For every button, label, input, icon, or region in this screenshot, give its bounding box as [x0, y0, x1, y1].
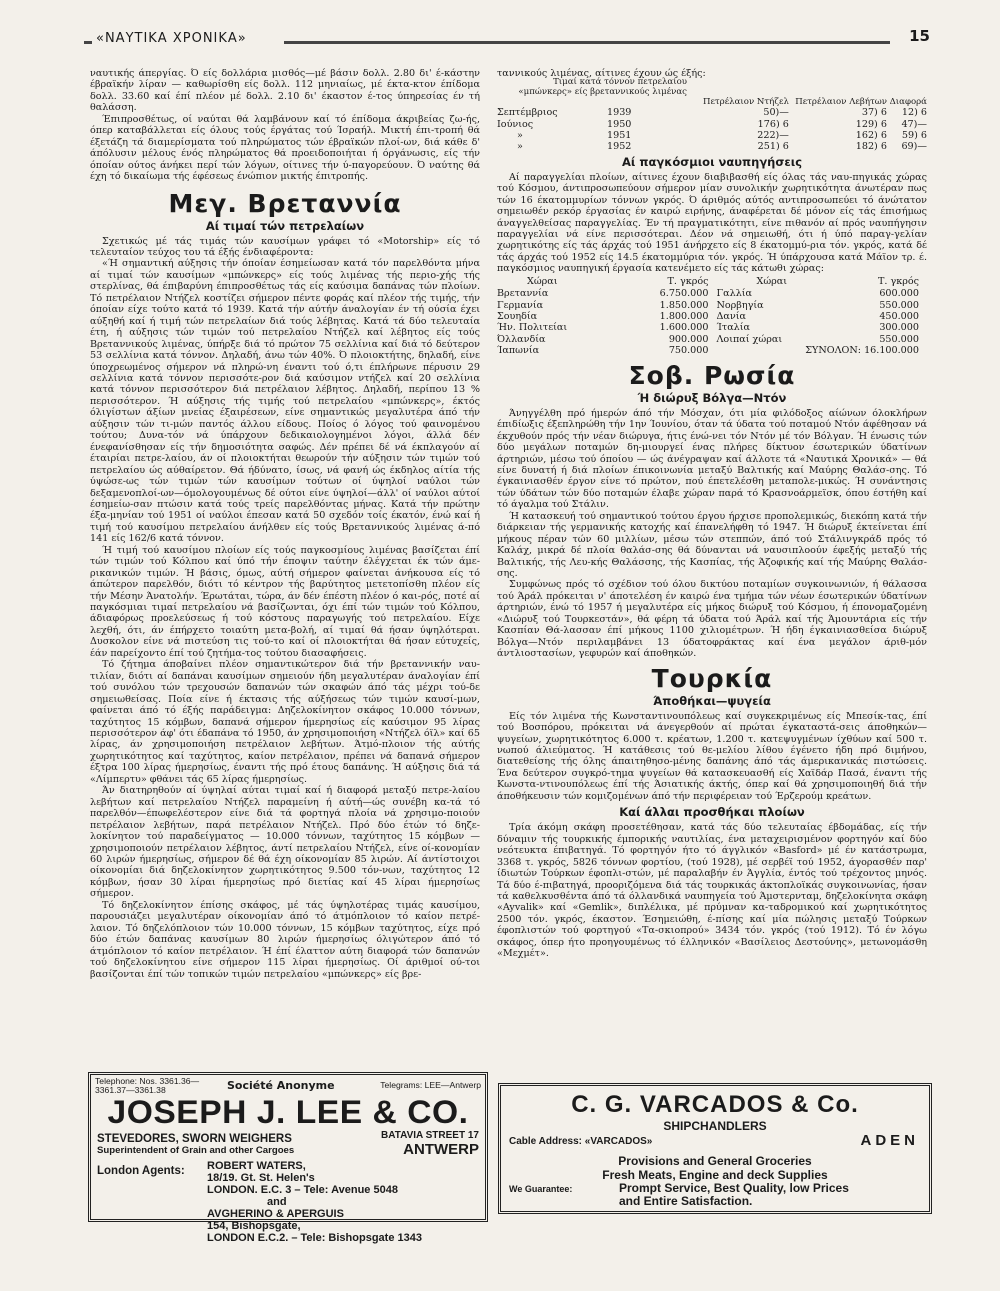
table-cell: 162) 6 [855, 129, 887, 141]
advert-guarantee-line: Prompt Service, Best Quality, low Prices [619, 1181, 849, 1195]
table-cell: 222)— [757, 129, 789, 141]
table-cell: 50)— [763, 107, 789, 119]
table-cell: 69)— [901, 141, 927, 153]
table-row [497, 322, 927, 333]
advert-agent-line: 18/19. Gt. St. Helen's [207, 1172, 315, 1184]
table-row [497, 119, 927, 130]
table-cell: » [517, 129, 523, 141]
advert-company-name: C. G. VARCADOS & Co. [571, 1091, 859, 1118]
table-cell: Λοιπαί χώραι [716, 333, 783, 345]
article-paragraph: Άν διατηρηθούν αί ύψηλαί αύται τιμαί καί ή διαφορά μεταξύ πετρε-λαίου λεβήτων καί πετρελαίου Ντήζελ παραμείνη ή αύτή—ώς συνέβη κα-τά τό παρελθόν—έπωφελέστερον είνε διά τά φορτηγά πλοία νά χρησιμο-ποιούν πετρέλαιον λεβήτων, παρά πετρέλαιον Ντήζελ. Πρό δύο έτών τό δηζε-λοκίνητον τού παραδείγματος — 10.000 τόννων, ταχύτητος 15 κόμβων —χρησιμοποιούν πετρέλαιον λέβητος, άντί πετρελαίου Ντήζελ, είνε οί-κονομίαν 60 λιρών ήμερησίως, σήμερον δέ θά έχη οίκονομίαν 85 λιρών. Αί άντίστοιχοι οίκονομίαι διά δηζελοκίνητον χωρητικότητος 9.500 τόν-νων, ταχύτητος 12 κόμβων, ήσαν 30 λίραι ήμερησίως πρό διετίας καί 45 λίραι ήμερησίως σήμερον. [90, 785, 480, 900]
column-header: Πετρέλαιον Λεβήτων [795, 96, 887, 107]
advert-agent-line: LONDON E.C.2. – Tele: Bishopsgate 1343 [207, 1232, 422, 1244]
section-heading: Μεγ. Βρεταννία [168, 188, 402, 218]
article-paragraph: Ή κατασκευή τού σημαντικού τούτου έργου ήρχισε προπολεμικώς, διεκόπη κατά τήν διάρκειαν τής γερμανικής κατοχής καί έπανελήφθη τό 1947. Ή διώρυξ έκτείνεται έπί μήκους πέραν τών 60 μιλλίων, μέσω τών στεππών, άπό τού Στάλινγκράδ πρός τό Καλάχ, μικρά δέ πλοία θαλάσ-σης θά δύνανται νά ναυσιπλοούν έφεξής μεταξύ τής Βαλτικής, τής Λευ-κής Θαλάσσης, τής Κασπίας, τής Άζοφικής καί τής Μαύρης Θαλάσ-σης. [497, 510, 927, 580]
table-cell: 129) 6 [855, 118, 887, 130]
article-paragraph: Τρία άκόμη σκάφη προσετέθησαν, κατά τάς δύο τελευταίας έβδομάδας, είς τήν δύναμιν τής τουρκικής έμπορικής ναυτιλίας, ένα μεταχειρισμένον φορτηγόν καί δύο νεότευκτα έπιβατηγά. Τό φορτηγόν ήτο τό άγγλικόν «Basford» μέ έν κατάστρωμα, 3368 τ. γκρός, 5826 τόννων φορτίου, (τού 1928), μέ σερβέϊ τού 1952, άγορασθέν παρ' ίδιωτών Τούρκων έφοπλι-στών, μέ παραλαβήν έν Άγγλία, έντός τού τρέχοντος μηνός. Τά δύο έ-πιβατηγά, προοριζόμενα διά τάς τουρκικάς άκτοπλοϊκάς συγκοινωνίας, ήσαν τά καθελκυσθέντα άπό τά όλλανδικά ναυπηγεία τού Άμστερνταμ, δηζελοκίνητα σκάφη «Ayvalik» καί «Gemlik», διπλέλικα, μέ πρύμναν κα-ταδρομικού καί χωρητικότητος 2500 τόν. γκρός, έκαστον. Έσημειώθη, έ-πίσης καί μία πώλησις μεταξύ Τούρκων έφοπλιστών τού φορτηγού «Τα-σκιοπρού» 3434 τόν. γκρός (τού 1912). Τό έν λόγω σκάφος, όπερ ήτο προηγουμένως τό έλληνικόν «Βασίλειος Δεστούνης», μετωνομάσθη «Μεχμέτ». [497, 822, 927, 960]
advert-guarantee-label: We Guarantee: [509, 1184, 573, 1194]
column-header: Τ. γκρός [667, 275, 709, 287]
table-cell: 1.800.000 [659, 311, 709, 323]
table-cell: Νορβηγία [716, 299, 764, 311]
right-column [497, 68, 927, 960]
column-header: Πετρέλαιον Ντήζελ [702, 96, 789, 107]
advert-guarantee [619, 1182, 849, 1208]
table-cell: Δανία [716, 311, 746, 323]
advert-agents-label: London Agents: [97, 1165, 185, 1177]
article-paragraph: Συμφώνως πρός τό σχέδιον τού όλου δικτύου ποταμίων συγκοινωνιών, ή θάλασσα τού Άράλ πρόκειται ν' άποτελέση έν καιρώ ένα τμήμα τών νέων έσωτερικών ύδατίνων άρτηριών, ένώ τό 1957 ή μεγαλυτέρα είς μήκος διώρυξ τού Κόσμου, ή έπονομαζομένη «Διώρυξ τού Τουρκεστάν», θά φέρη τά ύδατα τού Άράλ καί τής Άμουντάρια είς τήν Κασπίαν Θά-λασσαν έπί μήκους 1100 χιλιομέτρων. Ή ήδη έγκαινιασθείσα διώρυξ Βόλγα—Ντόν περιλαμβάνει 13 ύδατοφράκτας καί ένα μεγάλον άριθ-μόν άντλιοστασίων, γεφυρών καί άποθηκών. [497, 579, 927, 660]
header-rule-left [84, 41, 92, 44]
advert-varcados [498, 1083, 932, 1214]
table-cell: Σουηδία [497, 311, 538, 323]
table-row [497, 345, 927, 356]
advert-agent-line: ROBERT WATERS, [207, 1160, 306, 1172]
shipbuilding-table [497, 275, 927, 357]
table-cell: 900.000 [668, 333, 709, 345]
section-heading: Σοβ. Ρωσία [628, 360, 796, 390]
article-paragraph: Ή τιμή τού καυσίμου πλοίων είς τούς παγκοσμίους λιμένας βασίζεται έπί τών τιμών τού Κόλπου καί ύπό τήν έποψιν ταύτην έλέγχεται έκ τών άμε-ρικανικών τιμών. Ή βάσις, όμως, αύτή σήμερον φαίνεται άνήκουσα είς τό άπώτερον παρελθόν, διότι τό κέντρον τής βαρύτητος μετετοπίσθη πλέον είς τήν Μέσην Άνατολήν. Έρωτάται, τώρα, άν δέν έπέστη πλέον ό και-ρός, ποτέ αί παγκόσμιαι τιμαί πετρελαίου νά βασίζωνται, όχι έπί τών τιμών τού Κόλπου, άδιαφόρως προελεύσεως ή τού κόστους παραγωγής τού πετρελαίου. Είχε λεχθή, ότι, άν έπήρχετο τοιαύτη μετα-βολή, αί τιμαί θά ήσαν ύψηλότεραι. Δυσκολον είνε νά πιστεύση τις τού-το καί οί πλοιοκτήται θά ήσαν εύτυχείς, έάν παρείχοντο έπί τού ζητήμα-τος τούτου διασαφήσεις. [90, 544, 480, 659]
advert-agent-line: and [267, 1196, 287, 1208]
table-cell: Ιούνιος [497, 118, 534, 130]
advert-cable-address: Cable Address: «VARCADOS» [509, 1136, 653, 1147]
column-header: Χώραι [527, 275, 558, 287]
advert-telephone: Telephone: Nos. 3361.36—3361.37—3361.38 [95, 1076, 200, 1095]
table-row [497, 311, 927, 322]
column-header: Διαφορά [889, 96, 927, 107]
page-header [84, 27, 930, 54]
table-cell: 251) 6 [757, 141, 789, 153]
table-cell: 1.850.000 [659, 299, 709, 311]
advert-agent-line: AVGHERINO & APERGUIS [207, 1208, 344, 1220]
advert-agent-line: LONDON. E.C. 3 – Tele: Avenue 5048 [207, 1184, 398, 1196]
table-cell: Γερμανία [497, 299, 544, 311]
table-row [497, 288, 927, 299]
table-row [497, 300, 927, 311]
advert-services-2: Superintendent of Grain and other Cargoes [97, 1145, 295, 1156]
advert-business: SHIPCHANDLERS [663, 1119, 767, 1133]
table-cell: 550.000 [879, 333, 919, 345]
table-cell: 1939 [607, 107, 632, 119]
table-cell: 600.000 [879, 288, 919, 300]
table-cell: 12) 6 [901, 107, 927, 119]
table-cell: 750.000 [668, 345, 709, 357]
table-cell: Βρεταννία [497, 288, 549, 300]
table-cell: 1951 [607, 129, 632, 141]
table-cell: 6.750.000 [659, 288, 709, 300]
section-subheading: Άποθήκαι—ψυγεία [653, 693, 771, 708]
column-header: Χώραι [756, 275, 788, 287]
table-cell: 550.000 [879, 299, 919, 311]
advert-telegrams: Telegrams: LEE—Antwerp [380, 1080, 481, 1090]
table-row [497, 130, 927, 141]
table-header-row [497, 98, 927, 108]
advert-city: ANTWERP [403, 1141, 479, 1158]
advert-products [501, 1154, 929, 1182]
table-cell: Σεπτέμβριος [497, 107, 558, 119]
table-cell: 47)— [901, 118, 927, 130]
advert-street: BATAVIA STREET 17 [381, 1130, 479, 1141]
column-header: Τ. γκρός [877, 275, 919, 287]
table-total: ΣΥΝΟΛΟΝ: 16.100.000 [805, 345, 919, 357]
advert-product-line: Fresh Meats, Engine and deck Supplies [602, 1168, 828, 1182]
advert-services: STEVEDORES, SWORN WEIGHERS [97, 1133, 292, 1145]
table-cell: 176) 6 [757, 118, 789, 130]
advert-joseph-lee [88, 1072, 488, 1244]
price-table-title: Τιμαί κατά τόννον πετρελαίου «μπώνκερς» είς βρεταννικούς λιμένας [518, 77, 687, 98]
table-cell: Όλλανδία [497, 333, 546, 345]
article-paragraph: Σχετικώς μέ τάς τιμάς τών καυσίμων γράφει τό «Motorship» είς τό τελευταίον τεύχος του τά έξής ένδιαφέροντα: [90, 235, 480, 258]
table-cell: 59) 6 [901, 129, 927, 141]
article-paragraph: Αί παραγγελίαι πλοίων, αίτινες έχουν διαβιβασθή είς όλας τάς ναυ-πηγικάς χώρας τού Κόσμου, άντιπροσωπεύουν σήμερον μίαν συνολικήν χωρητικότητα άνωτέραν πως τών 16 έκατομμυρίων τόννων γκρός. Ό άριθμός αύτός αντιπροσωπεύει τό άνώτατον σημειωθέν ρεκόρ έργασίας έν καιρώ ειρήνης, άναφέρεται δέ μόνον είς τάς έπισήμως άναγγελθείσας παραγγελίας. Έν τή πραγματικότητι, είνε πιθανόν αί πρός ναυπήγησιν παραγγελίαι νά είνε περισσότεραι. Δέον νά σημειωθή, ότι ή ύπό παραγ-γελίαν χωρητικότης είς τάς άρχάς τού 1951 άνήρχετο είς 8 έκατομμύ-ρια τόν. γκρός, κατά δέ τάς άρχάς τού 1952 είς 14.5 έκατομμύρια τόν. γκρός. Ή ύπάρχουσα κατά Μάϊον τρ. έ. παγκόσμιος ναυπηγική έργασία κατενέμετο είς τάς κάτωθι χώρας: [497, 171, 927, 275]
table-cell: 1952 [607, 141, 632, 153]
table-cell: 1.600.000 [659, 322, 709, 334]
table-header-row [497, 275, 927, 288]
advert-agent-line: 154, Bishopsgate, [207, 1220, 301, 1232]
fuel-price-table [497, 98, 927, 153]
article-paragraph: Έπιπροσθέτως, οί ναύται θά λαμβάνουν καί τό έπίδομα άκριβείας ζω-ής, όπερ καταβάλλεται είς όλους τούς έργάτας τού Ίσραήλ. Μικτή έπι-τροπή θά έξετάζη τά διαμερίσματα τού πληρώματος τών έβραϊκών πλοί-ων, διά κάθε δ' άπόλυσιν μέλους ένός πληρώματος θά προειδοποιήται ή όργάνωσις, είς τήν όποίαν ούτος άνήκει περί τών λόγων, οίτινες τήν ύ-παγορεύουν. Ό ναύτης θά έχη τό δικαίωμα τής έφέσεως ένώπιον μικτής έπιτροπής. [90, 113, 480, 183]
table-cell: 300.000 [879, 322, 919, 334]
advert-company-type: Société Anonyme [227, 1079, 335, 1092]
advert-product-line: Provisions and General Groceries [618, 1154, 812, 1168]
section-heading: Τουρκία [651, 663, 773, 693]
section-subheading: Αί παγκόσμιοι ναυπηγήσεις [621, 154, 803, 169]
table-cell: Ίαπωνία [497, 345, 540, 357]
table-cell: 1950 [607, 118, 632, 130]
article-paragraph: Τό δηζελοκίνητον έπίσης σκάφος, μέ τάς ύψηλοτέρας τιμάς καυσίμου, παρουσιάζει μεγαλυτέραν οίκονομίαν άπό τό άτμόπλοιον τό καίον πετρέ-λαιον. Τό δηζελόπλοιον τών 10.000 τόννων, 15 κόμβων ταχύτητος, είχε πρό δύο έτών δαπάνας καυσίμων 80 λιρών ήμερησίως όλιγώτερον άπό τό άτμόπλοιον τό καίον πετρέλαιον. Ή έπί έλαττον αύτη διαφορά τών δαπανών τού δηζελοκίνητου είνε σήμερον 115 λίραι ήμερησίως. Οί άριθμοί ού-τοι βασίζονται έπί τών τοπικών τιμών πετρελαίου «μπώνκερς» είς βρε- [90, 899, 480, 980]
section-subheading: Αί τιμαί τών πετρελαίων [205, 218, 365, 233]
advert-agent-addresses [207, 1160, 422, 1244]
article-paragraph: Τό ζήτημα άποβαίνει πλέον σημαντικώτερον διά τήν βρεταννικήν ναυ-τιλίαν, διότι αί δαπάναι καυσίμων σημειούν ήδη μεγαλυτέραν άναλογίαν έπί τού συνόλου τών τρεχουσών δαπανών τών σκαφών άπό τάς μέχρι τού-δε σημειωθείσας. Ποία είνε ή έκτασις τής αύξήσεως τών τιμών καυσί-μων, φαίνεται άπό τό έξής παράδειγμα: Δηζελοκίνητον σκάφος 10.000 τόννων, ταχύτητος 15 κόμβων, δαπανά σήμερον ήμερησίως είς καύσιμον 95 λίρας περισσότερον άφ' ότι έδαπάνα τό 1950, άν χρησιμοποιήση «Ντήζελ όϊλ» καί 65 λίρας, άν χρησιμοποιήση πετρέλαιον λεβήτων. Άτμό-πλοιον τής αύτής χωρητικότητος καί ταχύτητος, καίον πετρέλαιον, πρέπει νά δαπανά σήμερον έξτρα 100 λίρας ήμερησίως, έναντι τής πρό έτους δαπάνης. Ή αύξησις διά τά «Λίμπερτυ» φθάνει τάς 65 λίρας ήμερησίως. [90, 659, 480, 785]
article-paragraph: Άνηγγέλθη πρό ήμερών άπό τήν Μόσχαν, ότι μία φιλόδοξος αίώνων όλοκλήρων έπιδίωξις έξεπληρώθη τήν 1ην Ίουνίου, όταν τά ύδατα τού ποταμού Ντόν άφέθησαν νά έκχυθούν πρός τήν νέαν διώρυγα, ήτις ένώ-νει τόν Ντόν μέ τόν Βόλγαν. Ή ένωσις τών δύο μεγάλων ποταμών δη-μιουργεί ένας πλήρες δίκτυον έσωτερικών ύδατίνων άρτηριών, μέσω τού όποίου — ώς άνέγραψαν καί άλλοτε τά «Ναυτικά Χρονικά» — θά είνε δυνατή ή διά πλοίων έπικοινωνία μεταξύ Βαλτικής καί Μαύρης Θαλάσ-σης. Τό έγκαινιασθέν έργον είνε τό πρώτον, πού έπετελέσθη μεταπολε-μικώς. Ή συνάντησις τών ύδάτων τών δύο ποταμών έλαβε χώραν παρά τό Κρασνοάρμεϊσκ, όπου έστήθη καί τό άγαλμα τού Στάλιν. [497, 407, 927, 511]
table-cell: Ήν. Πολιτείαι [497, 322, 568, 334]
journal-title: «ΝΑΥΤΙΚΑ ΧΡΟΝΙΚΑ» [96, 31, 255, 46]
page-number: 15 [903, 27, 930, 45]
table-row [497, 141, 927, 152]
article-paragraph: «Ή σημαντική αύξησις τήν όποίαν έσημείωσαν κατά τόν παρελθόντα μήνα αί τιμαί τών καυσίμων «μπώνκερς» είς τούς λιμένας τής περιο-χής τής στερλίνας, θά έπιβαρύνη έπιπροσθέτως τάς είς καύσιμα δαπάνας τών πλοίων. Τό πετρέλαιον Ντήζελ κοστίζει σήμερον πέντε φοράς καί πλέον τής τιμής, τήν όποίαν είχε τούτο κατά τό 1939. Κατά τήν αύτήν άναλογίαν έν τή ούσία έχει αύξηθή καί ή τιμή τών πετρελαίων διά τούς λέβητας. Κατά τά δύο τελευταία έτη, ή αύξησις τών τιμών τού πετρελαίου Ντήζελ καί λέβητος είς τούς Βρεταννικούς λιμένας, ύπήρξε διά τό πρώτον 75 σελλίνια καί διά τό δεύτερον 53 σελλίνια κατά τόννον. Δηλαδή, άνω τών 40%. Ό πλοιοκτήτης, δηλαδή, είνε ύποχρεωμένος σήμερον νά πληρώ-νη έναντι τού ό,τι έπλήρωνε πέρυσιν 29 σελλίνια κατά τόννον περισσότε-ρον διά καύσιμον ντήζελ καί 20 σελλίνια κατά τόννον περισσότερον διά πετρέλαιον λέβητος. Δηλαδή, περίπου 13 % περισσότερον. Ή αύξησις τής τιμής τού πετρελαίου «μπώνκερς», έκτός όλιγίστων άξίων μνείας έξαιρέσεων, είνε σημαντικώς μεγαλυτέρα άπό τήν αύξησιν τών τι-μών παντός άλλου είδους. Ποίος ό λόγος τού φαινομένου τούτου; Δυνα-τόν νά ύπάρχουν δεδικαιολογημένοι λόγοι, άλλά δέν ένεφανίσθησαν είς τήν δημοσιότητα σαφώς. Δέν πρέπει δέ νά έκπλαγούν αί έταιρίαι πετρε-λαίου, άν οί πλοιοκτήται θεωρούν τήν αύξησιν τών τιμών τού πετρελαίου ώς αύθαίρετον. Θά ήδύνατο, ίσως, νά φανή ώς έκδηλος αίτία τής ύψώσε-ως τών τιμών τών καυσίμων τούτων οί ύψηλοί ναύλοι τών δεξαμενοπλοί-ων—όμολογουμένως δέ ούτοι είνε ύψηλοί—άλλ' οί ναύλοι αύτοί έσημείω-σαν πτώσιν κατά τούς τρείς παρελθόντας μήνας. Κατά τήν πρώτην έξα-μηνίαν τού 1951 οί ναύλοι έπεσαν κατά 50 σχεδόν τοίς έκατόν, ένώ καί ή τιμή τού καυσίμου πετρελαίου άνήλθεν είς τούς Βρεταννικούς λιμένας ά-πό 141 είς 162/6 κατά τόννον. [90, 258, 480, 545]
table-cell: 450.000 [879, 311, 919, 323]
article-paragraph: Είς τόν λιμένα τής Κωνσταντινουπόλεως καί συγκεκριμένως είς Μπεσίκ-τας, έπί τού Βοσπόρου, πρόκειται νά άνεγερθούν αί πρώται έγκαταστά-σεις άποθηκών—ψυγείων, χωρητικότητος 6.000 τ. κρέατων, 1.200 τ. κατεψυγμένων ίχθύων καί 500 τ. νωπού άλιεύματος. Ή κατάθεσις τού θε-μελίου λίθου έγένετο ήδη πρό διμήνου, διατεθείσης τής όλης άπαιτηθησο-μένης δαπάνης άπό τάς άμερικανικάς πιστώσεις. Ένα δεύτερον συγκρό-τημα ψυγείων θά κατασκευασθή είς Χαϊδάρ Πασά, έναντι τής Κωνστα-ντινουπόλεως έπί τής Άσιατικής άκτής, όπερ καί θά χρησιμοποιηθή διά τήν άποθήκευσιν τών κομιζομένων άπό τήν περιφέρειαν τού Έρζερούμ κρεάτων. [497, 710, 927, 802]
table-cell: 182) 6 [855, 141, 887, 153]
table-cell: » [517, 141, 523, 153]
section-subheading: Ή διώρυξ Βόλγα—Ντόν [637, 390, 787, 405]
advert-city: ADEN [860, 1132, 919, 1149]
section-subheading: Καί άλλαι προσθήκαι πλοίων [619, 805, 805, 820]
table-cell: 37) 6 [861, 107, 887, 119]
table-row [497, 107, 927, 118]
table-cell: Ίταλία [716, 322, 750, 334]
advert-company-name: JOSEPH J. LEE & CO. [107, 1094, 469, 1130]
table-cell: Γαλλία [716, 288, 753, 300]
article-paragraph: ταννικούς λιμένας, αίτινες έχουν ώς έξής: [497, 68, 706, 79]
left-column [90, 68, 480, 980]
advert-guarantee-line: and Entire Satisfaction. [619, 1194, 753, 1208]
article-paragraph: ναυτικής άπεργίας. Ό είς δολλάρια μισθός—μέ βάσιν δολλ. 2.80 δι' έ-κάστην έβραϊκήν λίραν — καθωρίσθη είς δολλ. 112 μηνιαίως, μέ έκτα-κτον έπίδομα δολλ. 33.60 καί έπί πλέον μέ δολλ. 2.10 δι' έκαστον έ-τος ύπηρεσίας έν τή θαλάσση. [90, 68, 480, 114]
header-rule [284, 41, 890, 44]
table-row [497, 334, 927, 345]
